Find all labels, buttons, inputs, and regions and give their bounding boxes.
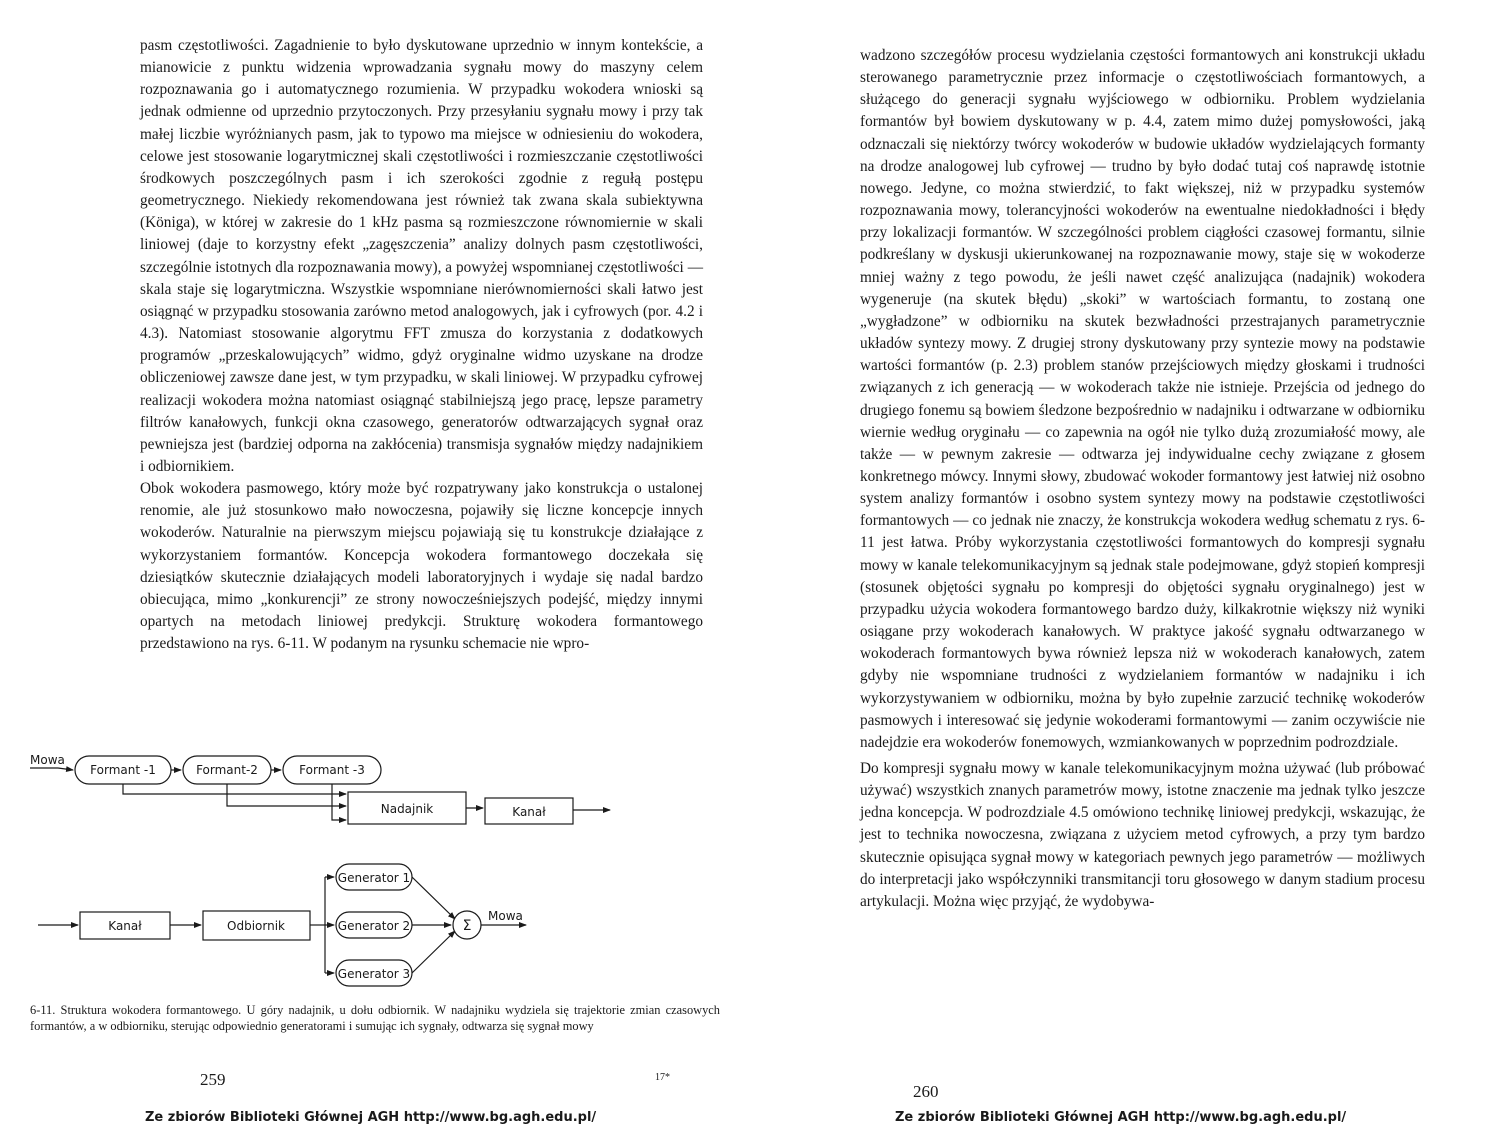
right-library-footer: Ze zbiorów Biblioteki Głównej AGH http://www.bg.agh.edu.pl/	[895, 1110, 1347, 1125]
transmitter-label: Nadajnik	[380, 802, 434, 816]
right-page-number: 260	[913, 1082, 939, 1101]
left-paragraph-1: pasm częstotliwości. Zagadnienie to było dyskutowane uprzednio w innym kontekście, a mianowicie z punktu widzenia wprowadzania sygnału mowy do maszyny celem rozpoznawania go i automatycznego rozumienia. W przypadku wokodera wnioski są jednak odmienne od uprzednio przytoczonych. Przy przesyłaniu sygnału mowy i przy tak małej liczbie wyróżnianych pasm, jak to typowo ma miejsce w odniesieniu do wokodera, celowe jest stosowanie logarytmicznej skali częstotliwości i rozmieszczanie częstotliwości środkowych poszczególnych pasm i ich szerokości zgodnie z regułą postępu geometrycznego. Niekiedy rekomendowana jest również tak zwana skala subiektywna (Königa), w której w zakresie do 1 kHz pasma są rozmieszczone równomiernie w skali liniowej (daje to korzystny efekt „zagęszczenia” analizy dolnych pasm częstotliwości, szczególnie istotnych dla rozpoznawania mowy), a powyżej wspomnianej częstotliwości — skala staje się logarytmiczna. Wszystkie wspomniane nierównomierności skali łatwo jest osiągnąć w przypadku stosowania zarówno metod analogowych, jak i cyfrowych (por. 4.2 i 4.3). Natomiast stosowanie algorytmu FFT zmusza do korzystania z dodatkowych programów „przeskalowujących” widmo, gdyż oryginalne widmo uzyskane na drodze obliczeniowej zawsze dane jest, w tym przypadku, w skali liniowej. W przypadku cyfrowej realizacji wokodera można natomiast osiągnąć stabilniejszą jego pracę, lepsze parametry filtrów kanałowych, funkcji okna czasowego, generatorów odtwarzających sygnał oraz pewniejsza jest (bardziej odporna na zakłócenia) transmisja sygnałów między nadajnikiem i odbiornikiem.	[140, 37, 703, 475]
signature-mark: 17*	[655, 1072, 670, 1083]
right-page-body	[860, 45, 1425, 913]
channel-top-label: Kanał	[512, 805, 546, 819]
wire-f2-nadajnik	[227, 784, 346, 806]
wire-f3-nadajnik	[332, 784, 346, 820]
left-page-number: 259	[200, 1070, 226, 1089]
wire-gen-1-sum	[412, 877, 455, 919]
right-page	[750, 0, 1500, 1131]
formant-2-label: Formant-2	[196, 763, 258, 777]
wire-gen-3-sum	[412, 931, 455, 973]
left-paragraph-2: Obok wokodera pasmowego, który może być rozpatrywany jako konstrukcja o ustalonej renomie, ale już stosunkowo mało nowoczesna, pojawiły się liczne koncepcje innych wokoderów. Naturalnie na pierwszym miejscu pojawiają się tu konstrukcje działające z wykorzystaniem formantów. Koncepcja wokodera formantowego doczekała się dziesiątków skutecznie działających modeli laboratoryjnych i wydaje się nadal bardzo obiecująca, mimo „konkurencji” ze strony nowocześniejszych podejść, między innymi opartych na metodach liniowej predykcji. Strukturę wokodera formantowego przedstawiono na rys. 6-11. W podanym na rysunku schemacie nie wpro-	[140, 480, 703, 653]
formant-vocoder-diagram	[28, 748, 628, 988]
generator-2-label: Generator 2	[337, 919, 411, 933]
formant-1-label: Formant -1	[90, 763, 156, 777]
sum-symbol: Σ	[462, 918, 472, 934]
generator-3-label: Generator 3	[337, 967, 411, 981]
channel-bottom-label: Kanał	[108, 919, 142, 933]
input-wire	[30, 768, 73, 770]
figure-caption: 6-11. Struktura wokodera formantowego. U góry nadajnik, u dołu odbiornik. W nadajniku wydziela się trajektorie zmian czasowych formantów, a w odbiorniku, sterując odpowiednio generatorami i sumując ich sygnały, odtwarza się sygnał mowy	[30, 1003, 720, 1033]
receiver-label: Odbiornik	[227, 919, 285, 933]
left-library-footer: Ze zbiorów Biblioteki Głównej AGH http://www.bg.agh.edu.pl/	[145, 1110, 597, 1125]
left-page-body	[140, 35, 703, 655]
generator-1-label: Generator 1	[337, 871, 411, 885]
wire-f1-nadajnik	[123, 784, 346, 794]
formant-3-label: Formant -3	[299, 763, 365, 777]
right-paragraph-1: wadzono szczegółów procesu wydzielania częstości formantowych ani konstrukcji układu sterowanego parametrycznie przez informacje o częstotliwościach formantowych, a służącego do generacji sygnału wyjściowego w odbiorniku. Problem wydzielania formantów był bowiem dyskutowany w p. 4.4, zatem mimo dużej pomysłowości, jaką odznaczali się niektórzy twórcy wokoderów w budowie układów wydzielających formanty na drodze analogowej lub cyfrowej — trudno by było dodać tutaj coś naprawdę istotnie nowego. Jedyne, co można stwierdzić, to fakt większej, niż w przypadku systemów rozpoznawania mowy, tolerancyjności wokoderów na ewentualne niedokładności i błędy przy lokalizacji formantów. W szczególności problem ciągłości czasowej formantu, silnie podkreślany w dyskusji ukierunkowanej na rozpoznawanie mowy, staje się w wokoderze mniej ważny z tego powodu, że jeśli nawet część analizująca (nadajnik) wokodera wygeneruje (na skutek błędu) „skoki” w wartościach formantu, to zostaną one „wygładzone” w odbiorniku na skutek bezwładności przestrajanych parametrycznie układów syntezy mowy. Z drugiej strony dyskutowany przy syntezie mowy na podstawie wartości formantów (p. 2.3) problem stanów przejściowych między głoskami i trudności związanych z ich generacją — w wokoderach także nie istnieje. Przejścia od jednego do drugiego fonemu są bowiem śledzone bezpośrednio w nadajniku i odtwarzane w odbiorniku wiernie według oryginału — co zapewnia na ogół nie tylko dużą zrozumiałość mowy, ale także — w pewnym zakresie — odtwarza jej indywidualne cechy związane z głosem konkretnego mówcy. Innymi słowy, zbudować wokoder formantowy jest łatwiej niż osobno system analizy formantów i osobno system syntezy mowy na podstawie częstotliwości formantowych — co jednak nie znaczy, że konstrukcja wokodera według schematu z rys. 6-11 jest łatwa. Próby wykorzystania częstotliwości formantowych do kompresji sygnału mowy w kanale telekomunikacyjnym są jednak stale podejmowane, gdyż stopień kompresji (stosunek objętości sygnału po kompresji do objętości sygnału oryginalnego) jest w przypadku użycia wokodera formantowego bardzo duży, kilkakrotnie większy niż wyniki osiągane przy wokoderach kanałowych. W praktyce jakość sygnału odtwarzanego w wokoderach formantowych bywa również lepsza niż w wokoderach kanałowych, zatem gdyby nie wspomniane trudności z wydzielaniem formantów w nadajniku i ich wykorzystywaniem w odbiorniku, można by było zupełnie zarzucić technikę wokoderów pasmowych i interesować się jedynie wokoderami formantowymi — zanim oczywiście nie nadejdzie era wokoderów fonemowych, wzmiankowanych w poprzednim podrozdziale.	[860, 47, 1425, 751]
diagram-input-label: Mowa	[30, 753, 65, 767]
right-paragraph-2: Do kompresji sygnału mowy w kanale telekomunikacyjnym można używać (lub próbować używać) wszystkich znanych parametrów mowy, istotne znaczenie ma jednak tylko jeszcze jedna koncepcja. W podrozdziale 4.5 omówiono technikę liniowej predykcji, wskazując, że jest to technika nowoczesna, związana z użyciem metod cyfrowych, a przy tym bardzo skutecznie opisująca sygnał mowy w kategoriach pewnych jego parametrów — możliwych do interpretacji jako współczynniki transmitancji toru głosowego w danym stadium procesu artykulacji. Można więc przyjąć, że wydobywa-	[860, 760, 1425, 910]
diagram-output-label: Mowa	[488, 909, 523, 923]
